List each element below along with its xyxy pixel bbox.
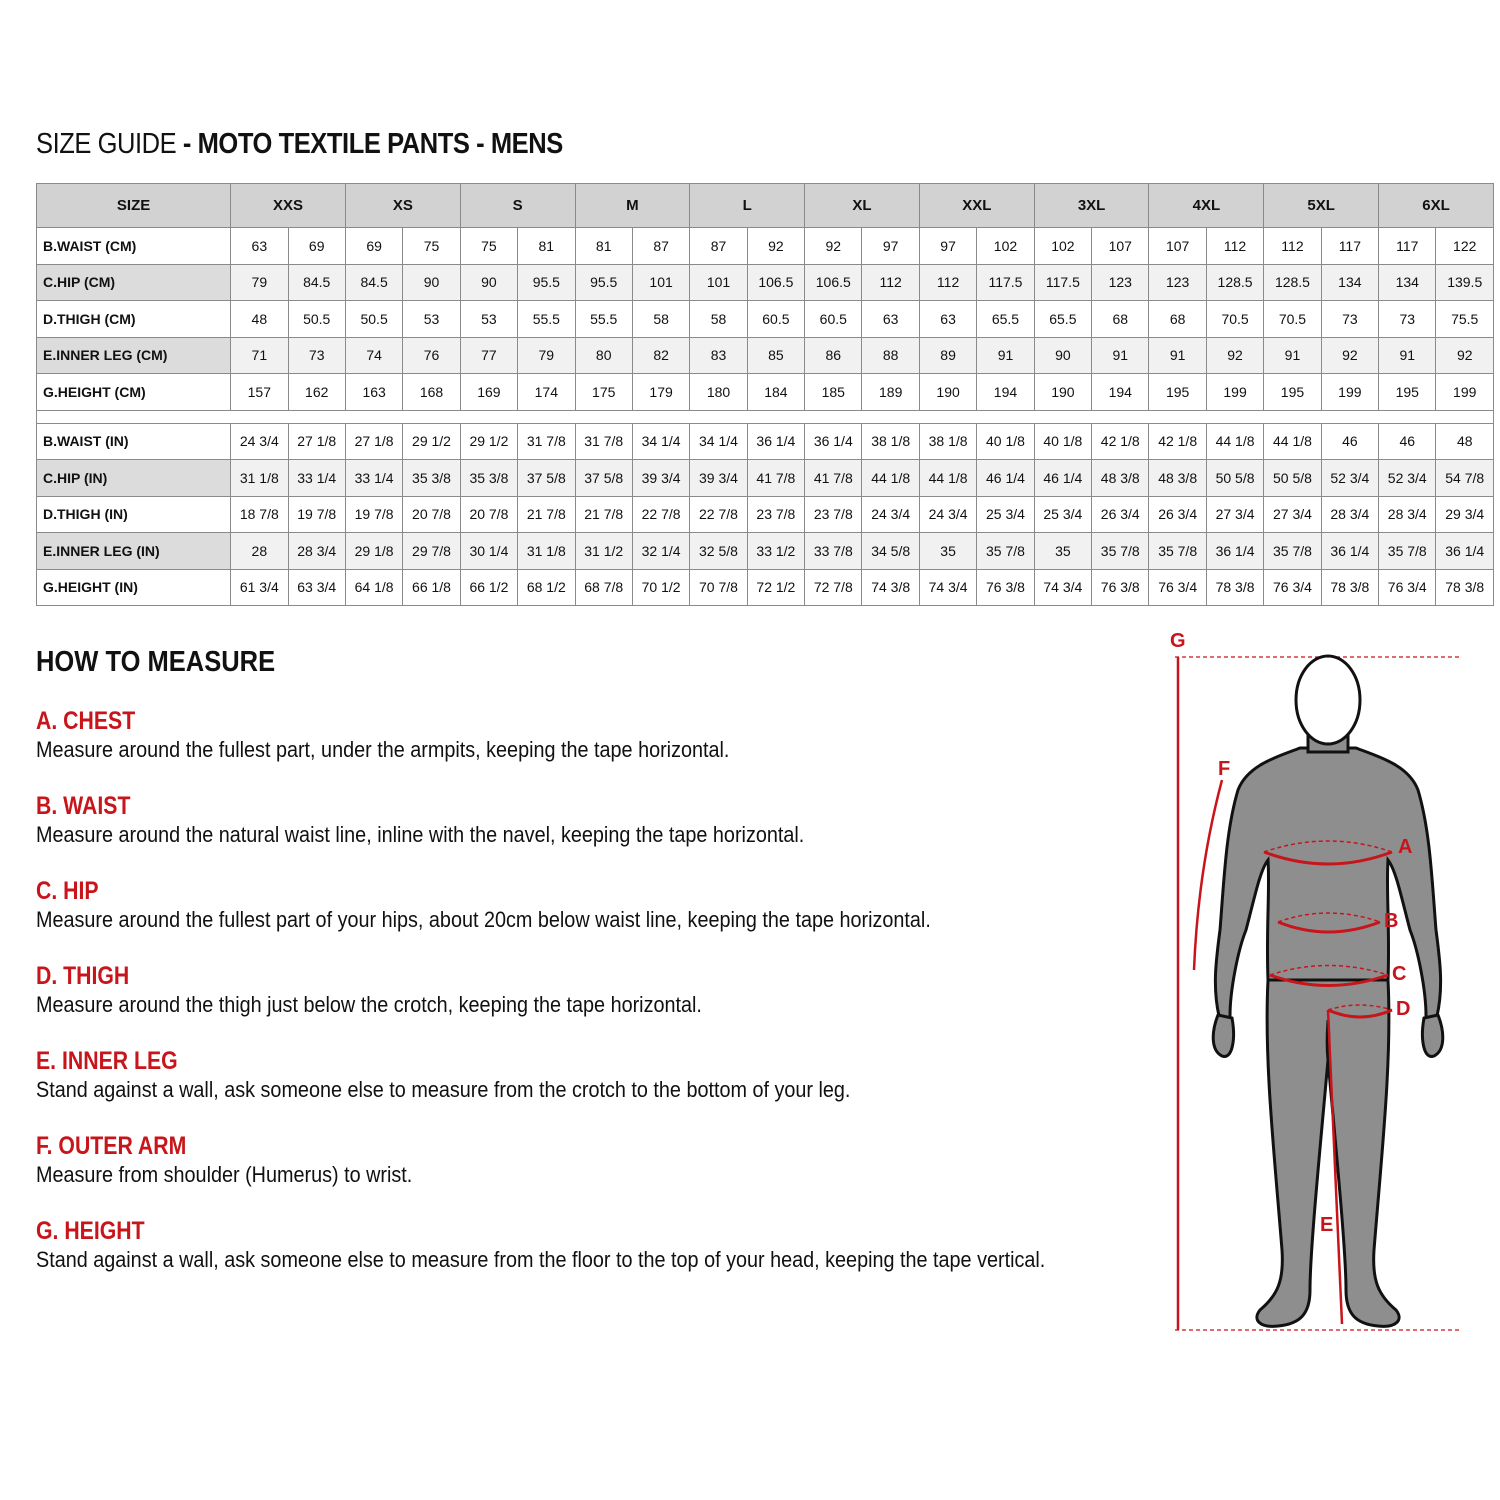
table-cell: 25 3/4	[977, 496, 1034, 533]
table-cell: 52 3/4	[1379, 460, 1436, 497]
table-cell: 32 1/4	[632, 533, 689, 570]
table-cell: 35 7/8	[977, 533, 1034, 570]
table-row	[37, 496, 1494, 533]
row-label: E.INNER LEG (IN)	[37, 533, 231, 570]
table-cell: 22 7/8	[690, 496, 747, 533]
table-row	[37, 337, 1494, 374]
table-cell: 78 3/8	[1206, 569, 1263, 606]
table-cell: 70.5	[1264, 301, 1321, 338]
table-cell: 35	[1034, 533, 1091, 570]
table-cell: 53	[403, 301, 460, 338]
size-column-header: 4XL	[1149, 184, 1264, 228]
table-cell: 26 3/4	[1092, 496, 1149, 533]
table-cell: 27 1/8	[345, 423, 402, 460]
size-table	[36, 183, 1494, 606]
measure-description: Measure around the natural waist line, inline with the navel, keeping the tape horizontal.	[36, 822, 805, 847]
table-cell: 29 7/8	[403, 533, 460, 570]
table-cell: 48	[231, 301, 288, 338]
table-cell: 68 1/2	[518, 569, 575, 606]
measure-description: Measure around the fullest part, under the armpits, keeping the tape horizontal.	[36, 737, 730, 762]
table-cell: 34 1/4	[690, 423, 747, 460]
table-cell: 74 3/4	[1034, 569, 1091, 606]
table-cell: 91	[1264, 337, 1321, 374]
table-cell: 28 3/4	[288, 533, 345, 570]
table-cell: 33 1/4	[345, 460, 402, 497]
table-cell: 112	[862, 264, 919, 301]
table-cell: 84.5	[345, 264, 402, 301]
table-cell: 55.5	[575, 301, 632, 338]
table-cell: 20 7/8	[403, 496, 460, 533]
table-cell: 169	[460, 374, 517, 411]
row-label: G.HEIGHT (CM)	[37, 374, 231, 411]
measure-height	[36, 1216, 1157, 1274]
table-cell: 30 1/4	[460, 533, 517, 570]
table-cell: 79	[231, 264, 288, 301]
measure-title: B. WAIST	[36, 792, 131, 820]
table-cell: 44 1/8	[862, 460, 919, 497]
table-cell: 185	[805, 374, 862, 411]
table-row	[37, 423, 1494, 460]
row-label: D.THIGH (IN)	[37, 496, 231, 533]
table-cell: 195	[1149, 374, 1206, 411]
table-cell: 35 7/8	[1379, 533, 1436, 570]
measure-outer-arm	[36, 1131, 454, 1189]
table-cell: 21 7/8	[575, 496, 632, 533]
measure-title: E. INNER LEG	[36, 1047, 178, 1075]
title-prefix: SIZE GUIDE	[36, 128, 177, 160]
table-cell: 35	[919, 533, 976, 570]
size-column-header: S	[460, 184, 575, 228]
table-cell: 48 3/8	[1149, 460, 1206, 497]
table-cell: 194	[1092, 374, 1149, 411]
table-cell: 29 1/2	[403, 423, 460, 460]
table-cell: 139.5	[1436, 264, 1494, 301]
table-cell: 35 3/8	[403, 460, 460, 497]
table-cell: 68	[1149, 301, 1206, 338]
table-cell: 73	[1379, 301, 1436, 338]
table-cell: 199	[1206, 374, 1263, 411]
table-cell: 63	[231, 228, 288, 265]
measure-description: Measure around the fullest part of your hips, about 20cm below waist line, keeping the tape horizontal.	[36, 907, 931, 932]
table-cell: 184	[747, 374, 804, 411]
table-cell: 134	[1321, 264, 1378, 301]
label-g: G	[1170, 630, 1186, 652]
table-cell: 31 1/8	[231, 460, 288, 497]
label-e: E	[1320, 1214, 1334, 1236]
table-cell: 24 3/4	[231, 423, 288, 460]
size-column-header: L	[690, 184, 805, 228]
label-f: F	[1218, 758, 1231, 780]
table-cell: 82	[632, 337, 689, 374]
table-separator	[37, 410, 1494, 423]
size-column-header: XXS	[231, 184, 346, 228]
measure-title: F. OUTER ARM	[36, 1132, 187, 1160]
measure-title: A. CHEST	[36, 707, 136, 735]
table-cell: 81	[575, 228, 632, 265]
table-cell: 48 3/8	[1092, 460, 1149, 497]
size-header-row	[37, 184, 1494, 228]
table-cell: 31 7/8	[518, 423, 575, 460]
table-cell: 19 7/8	[288, 496, 345, 533]
table-cell: 78 3/8	[1436, 569, 1494, 606]
table-cell: 40 1/8	[1034, 423, 1091, 460]
table-cell: 134	[1379, 264, 1436, 301]
table-cell: 36 1/4	[1436, 533, 1494, 570]
table-cell: 61 3/4	[231, 569, 288, 606]
table-cell: 53	[460, 301, 517, 338]
table-cell: 71	[231, 337, 288, 374]
table-cell: 66 1/8	[403, 569, 460, 606]
table-cell: 44 1/8	[1206, 423, 1263, 460]
how-to-measure-heading: HOW TO MEASURE	[36, 646, 276, 678]
table-cell: 27 1/8	[288, 423, 345, 460]
table-cell: 37 5/8	[575, 460, 632, 497]
table-cell: 91	[977, 337, 1034, 374]
table-cell: 76 3/4	[1379, 569, 1436, 606]
table-cell: 60.5	[805, 301, 862, 338]
table-cell: 20 7/8	[460, 496, 517, 533]
table-cell: 35 7/8	[1149, 533, 1206, 570]
table-cell: 78 3/8	[1321, 569, 1378, 606]
table-cell: 65.5	[977, 301, 1034, 338]
table-cell: 128.5	[1206, 264, 1263, 301]
table-row	[37, 460, 1494, 497]
table-cell: 117.5	[1034, 264, 1091, 301]
table-cell: 92	[1206, 337, 1263, 374]
table-cell: 123	[1149, 264, 1206, 301]
table-cell: 63	[862, 301, 919, 338]
table-cell: 117	[1379, 228, 1436, 265]
table-cell: 81	[518, 228, 575, 265]
table-cell: 40 1/8	[977, 423, 1034, 460]
table-cell: 73	[288, 337, 345, 374]
table-cell: 23 7/8	[805, 496, 862, 533]
size-table-body	[37, 228, 1494, 606]
table-cell: 41 7/8	[805, 460, 862, 497]
title-sep-2: -	[469, 128, 491, 160]
size-column-header: 5XL	[1264, 184, 1379, 228]
table-cell: 112	[1206, 228, 1263, 265]
table-cell: 33 7/8	[805, 533, 862, 570]
table-cell: 58	[690, 301, 747, 338]
table-cell: 87	[690, 228, 747, 265]
label-b: B	[1384, 910, 1399, 932]
table-cell: 28 3/4	[1321, 496, 1378, 533]
table-cell: 112	[919, 264, 976, 301]
table-cell: 195	[1264, 374, 1321, 411]
table-cell: 35 3/8	[460, 460, 517, 497]
table-cell: 76 3/8	[977, 569, 1034, 606]
table-cell: 74 3/4	[919, 569, 976, 606]
table-cell: 34 5/8	[862, 533, 919, 570]
measure-description: Stand against a wall, ask someone else to measure from the floor to the top of your head, keeping the tape vertical.	[36, 1247, 1046, 1272]
table-cell: 91	[1092, 337, 1149, 374]
title-product: MOTO TEXTILE PANTS	[197, 128, 470, 160]
row-label: E.INNER LEG (CM)	[37, 337, 231, 374]
table-cell: 76 3/8	[1092, 569, 1149, 606]
table-cell: 35 7/8	[1092, 533, 1149, 570]
table-cell: 162	[288, 374, 345, 411]
label-c: C	[1392, 963, 1407, 985]
table-cell: 18 7/8	[231, 496, 288, 533]
table-cell: 195	[1379, 374, 1436, 411]
table-cell: 26 3/4	[1149, 496, 1206, 533]
table-cell: 90	[460, 264, 517, 301]
table-row	[37, 374, 1494, 411]
table-cell: 74	[345, 337, 402, 374]
label-d: D	[1396, 998, 1411, 1020]
table-row	[37, 533, 1494, 570]
table-cell: 84.5	[288, 264, 345, 301]
table-cell: 38 1/8	[919, 423, 976, 460]
table-cell: 101	[690, 264, 747, 301]
title-sep-1: -	[176, 128, 198, 160]
row-label: D.THIGH (CM)	[37, 301, 231, 338]
size-column-header: 3XL	[1034, 184, 1149, 228]
table-cell: 42 1/8	[1092, 423, 1149, 460]
measure-waist	[36, 791, 890, 849]
table-cell: 95.5	[575, 264, 632, 301]
table-cell: 36 1/4	[747, 423, 804, 460]
table-cell: 107	[1149, 228, 1206, 265]
table-cell: 70 1/2	[632, 569, 689, 606]
table-row	[37, 264, 1494, 301]
table-cell: 50 5/8	[1264, 460, 1321, 497]
table-cell: 21 7/8	[518, 496, 575, 533]
table-cell: 52 3/4	[1321, 460, 1378, 497]
size-header-label: SIZE	[37, 184, 231, 228]
measure-hip	[36, 876, 1030, 934]
table-cell: 75.5	[1436, 301, 1494, 338]
table-cell: 55.5	[518, 301, 575, 338]
table-cell: 117.5	[977, 264, 1034, 301]
table-cell: 41 7/8	[747, 460, 804, 497]
table-cell: 44 1/8	[919, 460, 976, 497]
table-cell: 68	[1092, 301, 1149, 338]
table-cell: 86	[805, 337, 862, 374]
table-cell: 69	[345, 228, 402, 265]
table-cell: 112	[1264, 228, 1321, 265]
table-cell: 174	[518, 374, 575, 411]
table-cell: 39 3/4	[632, 460, 689, 497]
table-cell: 190	[919, 374, 976, 411]
table-cell: 90	[403, 264, 460, 301]
table-cell: 90	[1034, 337, 1091, 374]
size-column-header: XL	[805, 184, 920, 228]
row-label: G.HEIGHT (IN)	[37, 569, 231, 606]
table-cell: 28 3/4	[1379, 496, 1436, 533]
table-cell: 122	[1436, 228, 1494, 265]
table-cell: 72 1/2	[747, 569, 804, 606]
table-cell: 29 1/8	[345, 533, 402, 570]
table-cell: 31 1/2	[575, 533, 632, 570]
table-cell: 168	[403, 374, 460, 411]
table-cell: 76 3/4	[1149, 569, 1206, 606]
row-label: B.WAIST (IN)	[37, 423, 231, 460]
table-cell: 46	[1321, 423, 1378, 460]
table-cell: 72 7/8	[805, 569, 862, 606]
table-cell: 29 3/4	[1436, 496, 1494, 533]
table-cell: 92	[1321, 337, 1378, 374]
label-a: A	[1398, 836, 1413, 858]
table-cell: 34 1/4	[632, 423, 689, 460]
table-cell: 27 3/4	[1264, 496, 1321, 533]
table-cell: 107	[1092, 228, 1149, 265]
table-cell: 179	[632, 374, 689, 411]
body-silhouette	[1160, 630, 1480, 1350]
table-cell: 39 3/4	[690, 460, 747, 497]
table-cell: 66 1/2	[460, 569, 517, 606]
measure-description: Measure around the thigh just below the crotch, keeping the tape horizontal.	[36, 992, 702, 1017]
table-cell: 23 7/8	[747, 496, 804, 533]
table-cell: 92	[805, 228, 862, 265]
table-cell: 92	[1436, 337, 1494, 374]
table-cell: 64 1/8	[345, 569, 402, 606]
table-cell: 65.5	[1034, 301, 1091, 338]
table-cell: 106.5	[747, 264, 804, 301]
table-cell: 28	[231, 533, 288, 570]
table-cell: 102	[977, 228, 1034, 265]
table-cell: 37 5/8	[518, 460, 575, 497]
size-column-header: 6XL	[1379, 184, 1494, 228]
body-measurement-figure	[1160, 630, 1480, 1350]
measure-title: D. THIGH	[36, 962, 130, 990]
table-cell: 50.5	[288, 301, 345, 338]
table-cell: 70 7/8	[690, 569, 747, 606]
table-cell: 106.5	[805, 264, 862, 301]
table-cell: 190	[1034, 374, 1091, 411]
table-cell: 123	[1092, 264, 1149, 301]
measure-title: C. HIP	[36, 877, 99, 905]
table-cell: 46 1/4	[1034, 460, 1091, 497]
table-cell: 128.5	[1264, 264, 1321, 301]
table-cell: 70.5	[1206, 301, 1263, 338]
size-column-header: M	[575, 184, 690, 228]
measure-thigh	[36, 961, 776, 1019]
table-cell: 189	[862, 374, 919, 411]
table-cell: 163	[345, 374, 402, 411]
table-cell: 199	[1436, 374, 1494, 411]
size-column-header: XXL	[919, 184, 1034, 228]
table-cell: 27 3/4	[1206, 496, 1263, 533]
page-title	[36, 128, 563, 161]
table-cell: 92	[747, 228, 804, 265]
table-cell: 157	[231, 374, 288, 411]
table-cell: 63	[919, 301, 976, 338]
table-cell: 88	[862, 337, 919, 374]
table-cell: 199	[1321, 374, 1378, 411]
table-cell: 101	[632, 264, 689, 301]
table-cell: 46 1/4	[977, 460, 1034, 497]
table-cell: 76 3/4	[1264, 569, 1321, 606]
table-cell: 38 1/8	[862, 423, 919, 460]
table-row	[37, 301, 1494, 338]
table-cell: 24 3/4	[862, 496, 919, 533]
measure-description: Stand against a wall, ask someone else to measure from the crotch to the bottom of your leg.	[36, 1077, 851, 1102]
table-cell: 24 3/4	[919, 496, 976, 533]
table-cell: 85	[747, 337, 804, 374]
table-cell: 33 1/2	[747, 533, 804, 570]
table-cell: 31 1/8	[518, 533, 575, 570]
title-gender: MENS	[490, 128, 563, 160]
measure-chest	[36, 706, 806, 764]
table-cell: 102	[1034, 228, 1091, 265]
table-cell: 97	[919, 228, 976, 265]
table-cell: 74 3/8	[862, 569, 919, 606]
measure-description: Measure from shoulder (Humerus) to wrist.	[36, 1162, 413, 1187]
table-cell: 68 7/8	[575, 569, 632, 606]
row-label: C.HIP (IN)	[37, 460, 231, 497]
table-cell: 180	[690, 374, 747, 411]
table-cell: 19 7/8	[345, 496, 402, 533]
table-cell: 35 7/8	[1264, 533, 1321, 570]
table-cell: 77	[460, 337, 517, 374]
table-cell: 29 1/2	[460, 423, 517, 460]
table-cell: 48	[1436, 423, 1494, 460]
table-cell: 69	[288, 228, 345, 265]
table-cell: 75	[403, 228, 460, 265]
table-cell: 97	[862, 228, 919, 265]
table-cell: 73	[1321, 301, 1378, 338]
table-cell: 91	[1149, 337, 1206, 374]
table-cell: 46	[1379, 423, 1436, 460]
table-cell: 79	[518, 337, 575, 374]
table-cell: 80	[575, 337, 632, 374]
table-cell: 32 5/8	[690, 533, 747, 570]
table-cell: 33 1/4	[288, 460, 345, 497]
table-cell: 76	[403, 337, 460, 374]
table-cell: 58	[632, 301, 689, 338]
table-cell: 36 1/4	[1321, 533, 1378, 570]
row-label: B.WAIST (CM)	[37, 228, 231, 265]
table-cell: 60.5	[747, 301, 804, 338]
measure-title: G. HEIGHT	[36, 1217, 145, 1245]
table-cell: 54 7/8	[1436, 460, 1494, 497]
table-cell: 36 1/4	[1206, 533, 1263, 570]
table-cell: 175	[575, 374, 632, 411]
table-cell: 63 3/4	[288, 569, 345, 606]
table-cell: 25 3/4	[1034, 496, 1091, 533]
table-cell: 95.5	[518, 264, 575, 301]
table-cell: 87	[632, 228, 689, 265]
table-cell: 83	[690, 337, 747, 374]
table-cell: 50 5/8	[1206, 460, 1263, 497]
table-cell: 22 7/8	[632, 496, 689, 533]
table-row	[37, 228, 1494, 265]
table-row	[37, 569, 1494, 606]
measure-inner-leg	[36, 1046, 941, 1104]
row-label: C.HIP (CM)	[37, 264, 231, 301]
table-cell: 75	[460, 228, 517, 265]
table-cell: 89	[919, 337, 976, 374]
size-column-header: XS	[345, 184, 460, 228]
table-cell: 91	[1379, 337, 1436, 374]
table-cell: 42 1/8	[1149, 423, 1206, 460]
table-cell: 194	[977, 374, 1034, 411]
table-cell: 44 1/8	[1264, 423, 1321, 460]
table-cell: 36 1/4	[805, 423, 862, 460]
table-cell: 117	[1321, 228, 1378, 265]
table-cell: 50.5	[345, 301, 402, 338]
table-cell: 31 7/8	[575, 423, 632, 460]
